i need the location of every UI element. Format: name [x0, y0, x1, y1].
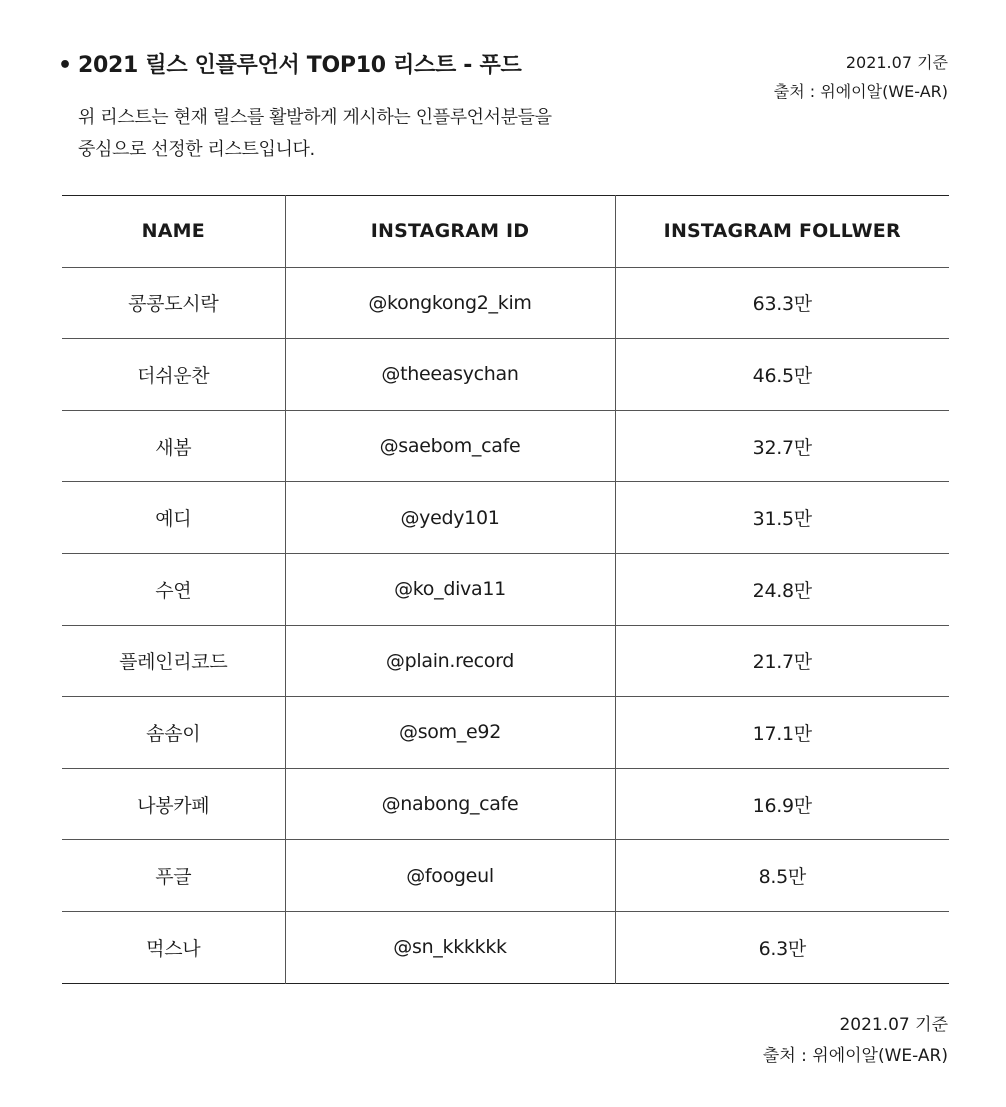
date-note: 2021.07 기준	[839, 1015, 948, 1035]
cell-name: 더쉬운찬	[62, 339, 285, 411]
description-line: 중심으로 선정한 리스트입니다.	[78, 139, 315, 160]
cell-name: 예디	[62, 482, 285, 554]
influencer-table	[62, 195, 949, 984]
source-note: 출처 : 위에이알(WE-AR)	[773, 82, 948, 101]
date-note: 2021.07 기준	[845, 53, 948, 72]
header	[58, 48, 948, 178]
cell-follower: 21.7만	[615, 625, 949, 697]
cell-follower: 8.5만	[615, 840, 949, 912]
influencer-table-container	[62, 195, 949, 984]
table-row	[62, 553, 949, 625]
cell-instagram-id: @plain.record	[285, 625, 615, 697]
cell-instagram-id: @foogeul	[285, 840, 615, 912]
cell-name: 수연	[62, 553, 285, 625]
cell-follower: 31.5만	[615, 482, 949, 554]
cell-name: 플레인리코드	[62, 625, 285, 697]
column-header-follower: INSTAGRAM FOLLWER	[615, 196, 949, 268]
table-row	[62, 768, 949, 840]
cell-instagram-id: @saebom_cafe	[285, 410, 615, 482]
table-row	[62, 840, 949, 912]
table-body	[62, 267, 949, 983]
column-header-instagram-id: INSTAGRAM ID	[285, 196, 615, 268]
table-row	[62, 410, 949, 482]
table-row	[62, 482, 949, 554]
cell-instagram-id: @theeasychan	[285, 339, 615, 411]
table-row	[62, 911, 949, 983]
table-header-row	[62, 196, 949, 268]
cell-follower: 16.9만	[615, 768, 949, 840]
column-header-name: NAME	[62, 196, 285, 268]
meta-info-top	[774, 48, 948, 106]
cell-name: 나봉카페	[62, 768, 285, 840]
cell-follower: 63.3만	[615, 267, 949, 339]
cell-instagram-id: @kongkong2_kim	[285, 267, 615, 339]
cell-name: 먹스나	[146, 937, 201, 960]
page-title: 2021 릴스 인플루언서 TOP10 리스트 - 푸드	[78, 53, 522, 78]
description-line: 위 리스트는 현재 릴스를 활발하게 게시하는 인플루언서분들을	[78, 107, 552, 128]
cell-instagram-id: @ko_diva11	[285, 553, 615, 625]
cell-name: 솜솜이	[62, 697, 285, 769]
table-row	[62, 697, 949, 769]
cell-instagram-id: @sn_kkkkkk	[285, 911, 615, 983]
cell-name: 푸글	[62, 840, 285, 912]
bullet-icon: •	[58, 53, 73, 78]
table-row	[62, 625, 949, 697]
cell-instagram-id: @nabong_cafe	[285, 768, 615, 840]
cell-follower: 32.7만	[615, 410, 949, 482]
cell-name: 콩콩도시락	[62, 267, 285, 339]
cell-follower: 6.3만	[615, 911, 949, 983]
meta-info-bottom	[763, 1010, 948, 1072]
cell-follower: 24.8만	[615, 553, 949, 625]
table-row	[62, 339, 949, 411]
source-note: 출처 : 위에이알(WE-AR)	[762, 1046, 948, 1066]
cell-follower: 17.1만	[615, 697, 949, 769]
table-row	[62, 267, 949, 339]
description	[78, 102, 552, 166]
cell-instagram-id: @yedy101	[285, 482, 615, 554]
cell-name: 새봄	[62, 410, 285, 482]
cell-instagram-id: @som_e92	[285, 697, 615, 769]
cell-follower: 46.5만	[615, 339, 949, 411]
